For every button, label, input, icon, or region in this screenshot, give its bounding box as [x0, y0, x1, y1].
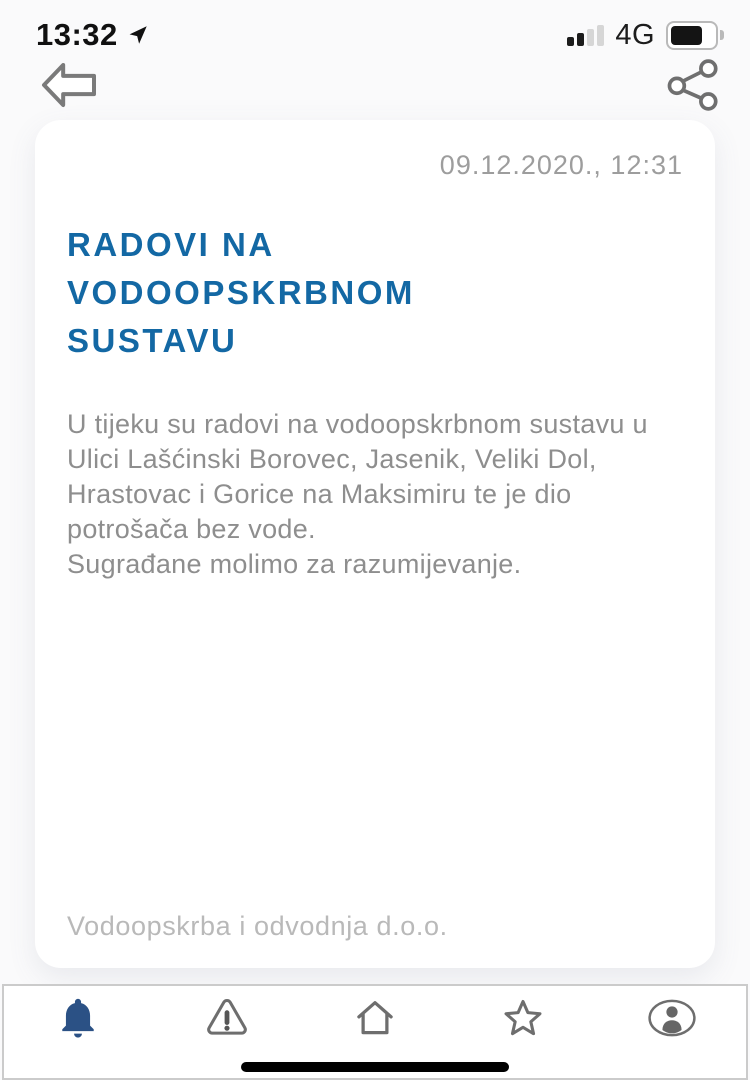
signal-bars-icon	[567, 24, 604, 46]
home-icon	[350, 995, 400, 1041]
person-icon	[647, 995, 697, 1041]
notification-body-paragraph: Sugrađane molimo za razumijevanje.	[67, 548, 522, 579]
share-button[interactable]	[664, 56, 722, 114]
nav-item-notifications[interactable]	[4, 986, 152, 1078]
notification-body	[67, 407, 683, 582]
notification-title: RADOVI NA VODOOPSKRBNOM SUSTAVU	[67, 226, 415, 359]
notification-timestamp: 09.12.2020., 12:31	[439, 150, 683, 180]
home-indicator[interactable]	[241, 1062, 509, 1072]
back-button[interactable]	[36, 60, 102, 110]
status-bar	[0, 0, 750, 56]
nav-item-profile[interactable]	[598, 986, 746, 1078]
bell-icon	[53, 995, 103, 1041]
back-arrow-icon	[36, 60, 102, 110]
star-icon	[498, 995, 548, 1041]
warning-icon	[202, 995, 252, 1041]
notification-body-paragraph: U tijeku su radovi na vodoopskrbnom sustavu u Ulici Lašćinski Borovec, Jasenik, Veliki Dol, Hrastovac i Gorice na Maksimiru te je dio potrošača bez vode.	[67, 408, 648, 544]
notification-source: Vodoopskrba i odvodnja d.o.o.	[67, 911, 448, 941]
share-icon	[664, 56, 722, 114]
clock: 13:32	[36, 17, 118, 52]
location-arrow-icon	[127, 24, 149, 46]
notification-card	[35, 120, 715, 968]
battery-icon	[666, 21, 724, 50]
network-type-label: 4G	[615, 18, 655, 51]
